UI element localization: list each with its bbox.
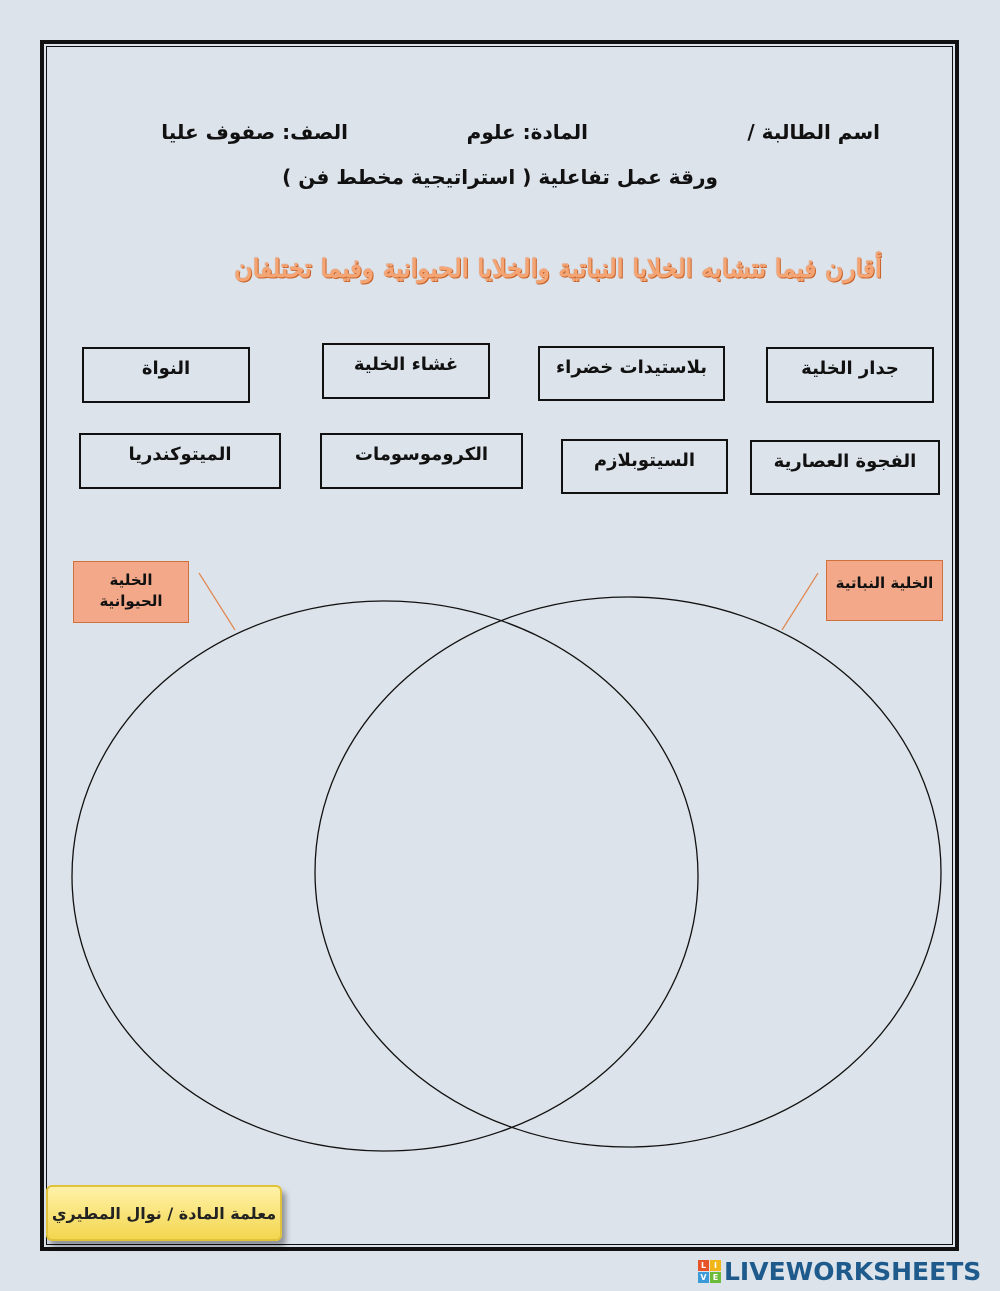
plant-cell-circle[interactable] [315, 597, 941, 1147]
worksheet-title: ورقة عمل تفاعلية ( استراتيجية مخطط فن ) [282, 165, 718, 189]
word-card-cell-membrane[interactable]: غشاء الخلية [322, 343, 490, 399]
word-card-nucleus[interactable]: النواة [82, 347, 250, 403]
animal-cell-label: الخلية الحيوانية [73, 561, 189, 623]
grade-label: الصف: صفوف عليا [161, 120, 348, 144]
word-card-cytoplasm[interactable]: السيتوبلازم [561, 439, 728, 494]
right-callout-line [782, 573, 818, 630]
left-callout-line [199, 573, 235, 630]
liveworksheets-wordmark: LIVEWORKSHEETS [724, 1256, 982, 1286]
word-card-vacuole[interactable]: الفجوة العصارية [750, 440, 940, 495]
liveworksheets-brand [698, 1256, 981, 1286]
word-card-mitochondria[interactable]: الميتوكندريا [79, 433, 281, 489]
subject-label: المادة: علوم [466, 120, 588, 144]
question-text: أقارن فيما تتشابه الخلايا النباتية والخلايا الحيوانية وفيما تختلفان [234, 254, 882, 283]
animal-cell-circle[interactable] [72, 601, 698, 1151]
word-card-chloroplasts[interactable]: بلاستيدات خضراء [538, 346, 725, 401]
liveworksheets-logo-icon: L I V E [698, 1260, 721, 1283]
student-name-label: اسم الطالبة / [747, 120, 880, 144]
plant-cell-label: الخلية النباتية [826, 560, 943, 621]
word-card-cell-wall[interactable]: جدار الخلية [766, 347, 934, 403]
word-card-chromosomes[interactable]: الكروموسومات [320, 433, 523, 489]
teacher-name-badge: معلمة المادة / نوال المطيري [46, 1185, 282, 1241]
